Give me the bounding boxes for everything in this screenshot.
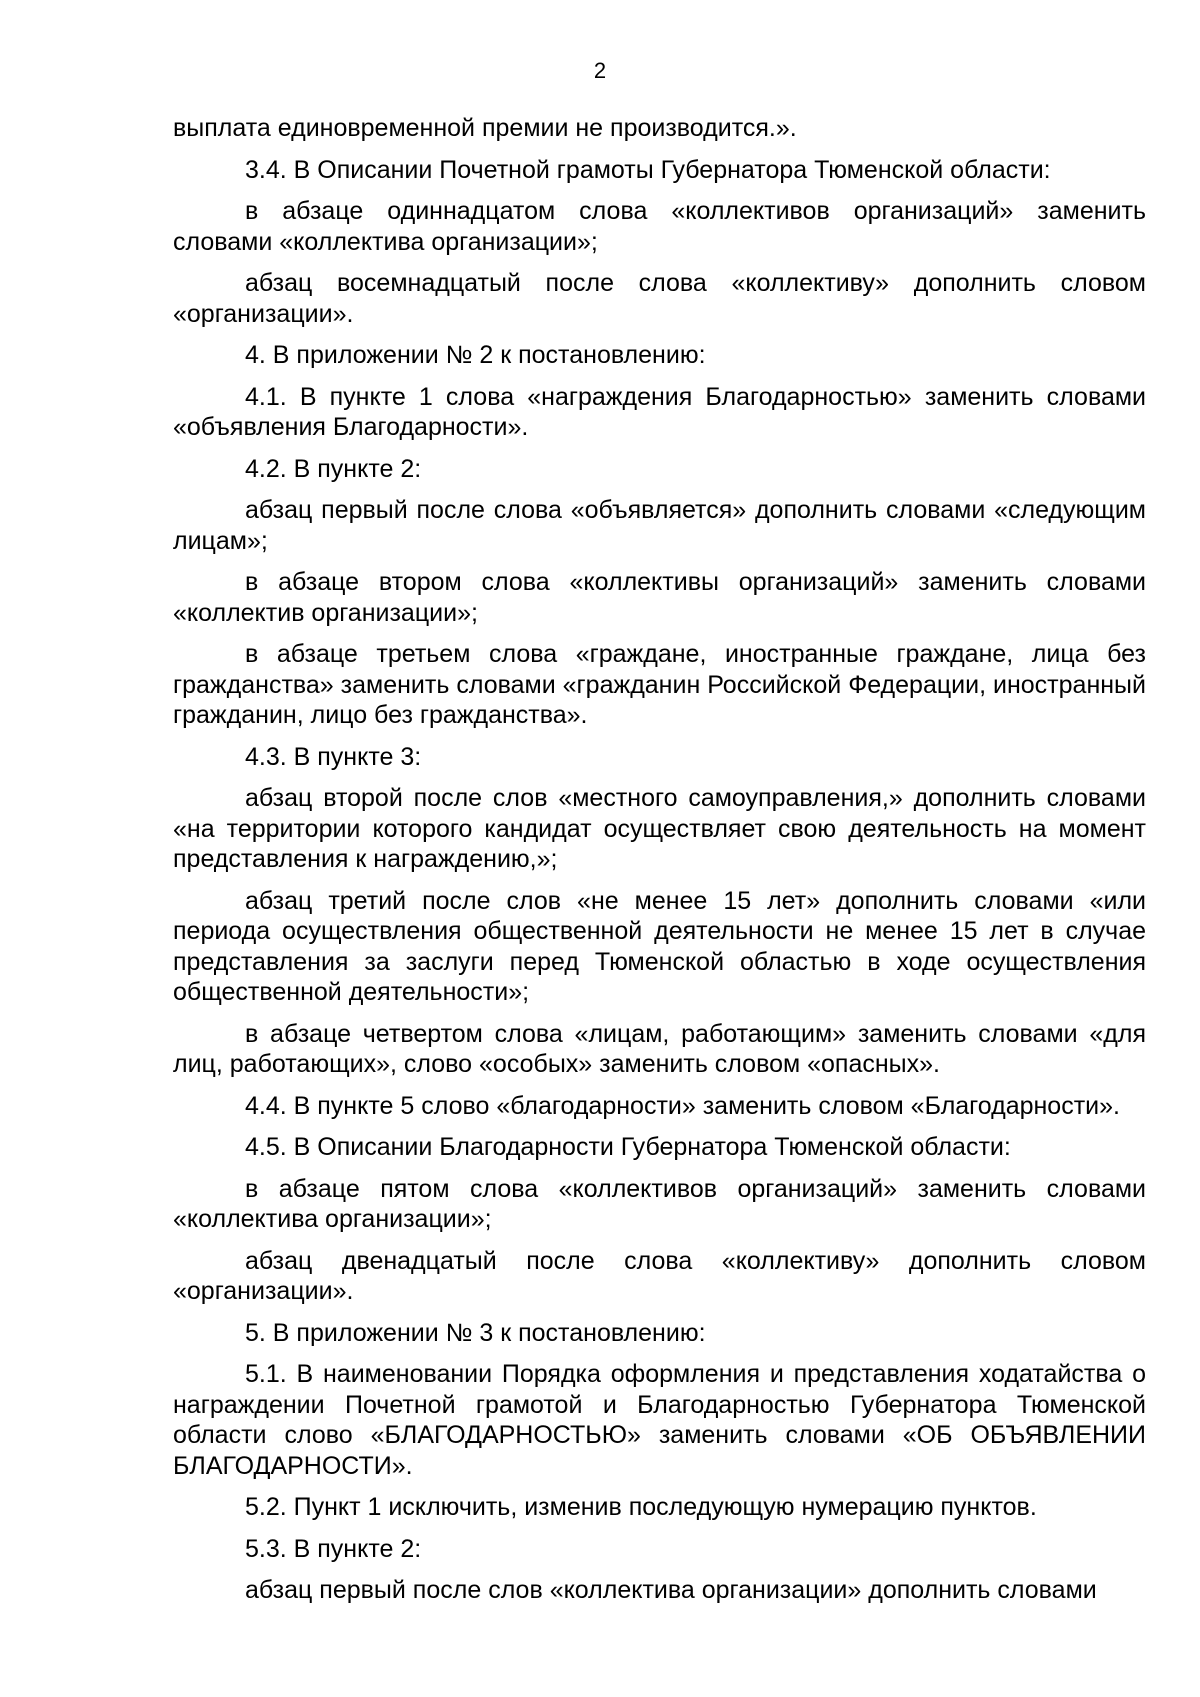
paragraph: абзац первый после слов «коллектива организации» дополнить словами <box>245 1576 1097 1604</box>
paragraph: 4.1. В пункте 1 слова «награждения Благодарностью» заменить словами «объявления Благодарности». <box>173 382 1146 441</box>
paragraph: 4.4. В пункте 5 слово «благодарности» заменить словом «Благодарности». <box>245 1091 1120 1120</box>
document-body <box>173 113 1146 1617</box>
paragraph: 4.5. В Описании Благодарности Губернатора Тюменской области: <box>245 1133 1011 1161</box>
paragraph: 4.3. В пункте 3: <box>245 742 422 771</box>
paragraph: в абзаце одиннадцатом слова «коллективов организаций» заменить словами «коллектива организации»; <box>173 197 1146 256</box>
paragraph: в абзаце четвертом слова «лицам, работающим» заменить словами «для лиц, работающих», слово «особых» заменить словом «опасных». <box>173 1019 1146 1078</box>
paragraph: 3.4. В Описании Почетной грамоты Губернатора Тюменской области: <box>245 155 1051 184</box>
paragraph: абзац первый после слова «объявляется» дополнить словами «следующим лицам»; <box>173 496 1146 555</box>
paragraph: абзац восемнадцатый после слова «коллективу» дополнить словом «организации». <box>173 269 1146 328</box>
paragraph: 5.3. В пункте 2: <box>245 1534 422 1563</box>
paragraph: 5. В приложении № 3 к постановлению: <box>245 1318 706 1347</box>
paragraph: в абзаце втором слова «коллективы организаций» заменить словами «коллектив организации»; <box>173 568 1146 627</box>
paragraph: 5.1. В наименовании Порядка оформления и представления ходатайства о награждении Почетной грамотой и Благодарностью Губернатора Тюменской области слово «БЛАГОДАРНОСТЬЮ» заменить словами «ОБ ОБЪЯВЛЕНИИ БЛАГОДАРНОСТИ». <box>173 1360 1146 1480</box>
paragraph: 4. В приложении № 2 к постановлению: <box>245 341 706 369</box>
paragraph: выплата единовременной премии не производится.». <box>173 114 797 142</box>
paragraph: 4.2. В пункте 2: <box>245 454 422 483</box>
paragraph: абзац двенадцатый после слова «коллективу» дополнить словом «организации». <box>173 1246 1146 1305</box>
paragraph: в абзаце пятом слова «коллективов организаций» заменить словами «коллектива организации»; <box>173 1174 1146 1233</box>
page-number: 2 <box>593 58 607 83</box>
paragraph: абзац второй после слов «местного самоуправления,» дополнить словами «на территории которого кандидат осуществляет свою деятельность на момент представления к награждению,»; <box>173 784 1146 873</box>
paragraph: в абзаце третьем слова «граждане, иностранные граждане, лица без гражданства» заменить словами «гражданин Российской Федерации, иностранный гражданин, лицо без гражданства». <box>173 640 1146 729</box>
paragraph: абзац третий после слов «не менее 15 лет» дополнить словами «или периода осуществления общественной деятельности не менее 15 лет в случае представления за заслуги перед Тюменской областью в ходе осуществления общественной деятельности»; <box>173 886 1146 1006</box>
paragraph: 5.2. Пункт 1 исключить, изменив последующую нумерацию пунктов. <box>245 1493 1037 1521</box>
